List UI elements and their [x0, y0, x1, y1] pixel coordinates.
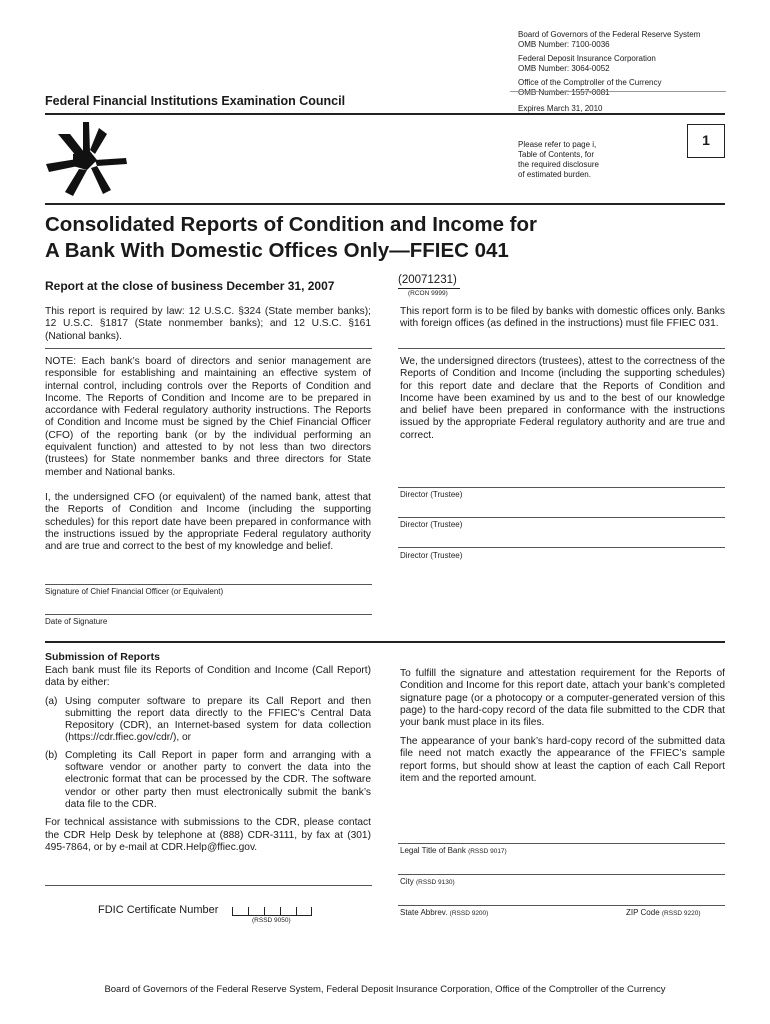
state-text: State Abbrev.	[400, 908, 448, 917]
fdic-rssd-code: (RSSD 9050)	[252, 917, 291, 924]
director-signature-label: Director (Trustee)	[400, 551, 463, 560]
submission-item-b	[45, 750, 371, 811]
city-text: City	[400, 877, 414, 886]
ffiec-star-logo-icon	[43, 122, 133, 202]
fdic-cert-field[interactable]	[232, 903, 312, 915]
date-signature-field[interactable]	[45, 596, 372, 613]
state-field[interactable]	[398, 886, 598, 904]
director-signature-field[interactable]	[398, 466, 725, 486]
footer-text: Board of Governors of the Federal Reserve System, Federal Deposit Insurance Corporation, Office of the Comptroller of the Currency	[104, 984, 666, 995]
rssd-code: (RSSD 9017)	[468, 848, 507, 855]
filed-by-text: This report form is to be filed by banks with domestic offices only. Banks with foreign offices (as defined in the instructions) must file FFIEC 031.	[400, 306, 725, 330]
appearance-text: The appearance of your bank’s hard-copy record of the submitted data file need not match exactly the appearance of the FFIEC’s sample report forms, but should show at least the caption of each Call Report item and the reported amount.	[400, 736, 725, 784]
burden-note	[518, 140, 678, 180]
agency-omb: OMB Number: 7100-0036	[518, 40, 610, 49]
expiration-date: Expires March 31, 2010	[518, 104, 603, 113]
city-field[interactable]	[398, 855, 725, 873]
legal-title-field[interactable]	[398, 820, 725, 842]
director-signature-label: Director (Trustee)	[400, 490, 463, 499]
directors-attest-text: We, the undersigned directors (trustees), attest to the correctness of the Reports of Condition and Income (including the supporting schedules) for this report date and declare that the Reports of Condition and Income have been examined by us and to the best of our knowledge and belief have been prepared in conformance with the instructions issued by the appropriate Federal regulatory authority and are true and correct.	[400, 356, 725, 441]
title-line: A Bank With Domestic Offices Only—FFIEC 041	[45, 239, 509, 262]
legal-title-text: Legal Title of Bank	[400, 846, 466, 855]
director-signature-field[interactable]	[398, 528, 725, 546]
fulfill-text: To fulfill the signature and attestation requirement for the Reports of Condition and Income for this report date, attach your bank’s completed signature page (or a photocopy or a computer-generated version of this page) to the hard-copy record of the data file submitted to the CDR that your bank must place in its files.	[400, 668, 725, 729]
rssd-code: (RSSD 9220)	[661, 910, 701, 917]
item-marker: (a)	[45, 695, 58, 707]
agency-name: Board of Governors of the Federal Reserve System	[518, 30, 701, 39]
director-signature-field[interactable]	[398, 498, 725, 516]
date-signature-label: Date of Signature	[45, 617, 108, 626]
item-text: Completing its Call Report in paper form and arranging with a software vendor or another party to convert the data into the electronic format that can be processed by the CDR. The software vendor or other party then must electronically submit the bank’s data file to the CDR.	[65, 749, 371, 810]
burden-note-line: the required disclosure	[518, 160, 599, 169]
report-date-value: (20071231)	[398, 274, 457, 286]
legal-title-label	[400, 846, 507, 855]
page-number: 1	[687, 124, 725, 158]
zip-label	[626, 908, 701, 917]
agency-name: Office of the Comptroller of the Currency	[518, 78, 662, 87]
agency-omb: OMB Number: 3064-0052	[518, 64, 610, 73]
item-marker: (b)	[45, 749, 58, 761]
cfo-signature-field[interactable]	[45, 562, 372, 583]
rssd-code: (RSSD 9200)	[449, 910, 489, 917]
tech-assistance: For technical assistance with submissions to the CDR, please contact the CDR Help Desk by telephone at (888) CDR-3111, by fax at (301) 495-7864, or by e-mail at CDR.Help@ffiec.gov.	[45, 817, 371, 853]
agency-omb: OMB Number: 1557-0081	[518, 88, 610, 97]
submission-section	[45, 651, 371, 854]
burden-note-line: Please refer to page i,	[518, 140, 597, 149]
zip-field[interactable]	[610, 886, 725, 904]
burden-note-line: of estimated burden.	[518, 170, 591, 179]
title-line: Consolidated Reports of Condition and Income for	[45, 213, 537, 236]
required-by-law: This report is required by law: 12 U.S.C. §324 (State member banks); 12 U.S.C. §1817 (State nonmember banks); and 12 U.S.C. §161 (National banks).	[45, 306, 371, 342]
director-signature-label: Director (Trustee)	[400, 520, 463, 529]
burden-note-line: Table of Contents, for	[518, 150, 595, 159]
agency-name: Federal Deposit Insurance Corporation	[518, 54, 656, 63]
cfo-attest-text: I, the undersigned CFO (or equivalent) of the named bank, attest that the Reports of Condition and Income (including the supporting schedules) for this report date have been prepared in conformance with the instructions issued by the appropriate Federal regulatory authority and are true and correct to the best of my knowledge and belief.	[45, 492, 371, 553]
city-label	[400, 877, 455, 886]
cfo-signature-label: Signature of Chief Financial Officer (or Equivalent)	[45, 587, 224, 596]
state-label	[400, 908, 488, 917]
submission-heading: Submission of Reports	[45, 651, 160, 663]
submission-item-a	[45, 696, 371, 745]
item-text: Using computer software to prepare its Call Report and then submitting the report data directly to the FFIEC’s Central Data Repository (CDR), an Internet-based system for data collection (https://cdr.ffiec.gov/cdr/), or	[65, 695, 371, 744]
zip-text: ZIP Code	[626, 908, 660, 917]
submission-intro: Each bank must file its Reports of Condition and Income (Call Report) data by either:	[45, 665, 371, 689]
rcon-code: (RCON 9999)	[408, 290, 448, 297]
agency-block	[518, 30, 738, 114]
report-close-label: Report at the close of business December 31, 2007	[45, 279, 335, 293]
rssd-code: (RSSD 9130)	[416, 879, 455, 886]
fdic-cert-label: FDIC Certificate Number	[98, 904, 219, 916]
page-title	[45, 212, 537, 264]
note-text: NOTE: Each bank’s board of directors and senior management are responsible for establishing and maintaining an effective system of internal control, including controls over the Reports of Condition and Income. The Reports of Condition and Income are to be prepared in accordance with Federal regulatory authority instructions. The Reports of Condition and Income must be signed by the Chief Financial Officer (CFO) of the reporting bank (or by the individual performing an equivalent function) and attested to by not less than two directors (trustees) for State nonmember banks and three directors for State member and National banks.	[45, 356, 371, 478]
council-name: Federal Financial Institutions Examination Council	[45, 94, 346, 108]
